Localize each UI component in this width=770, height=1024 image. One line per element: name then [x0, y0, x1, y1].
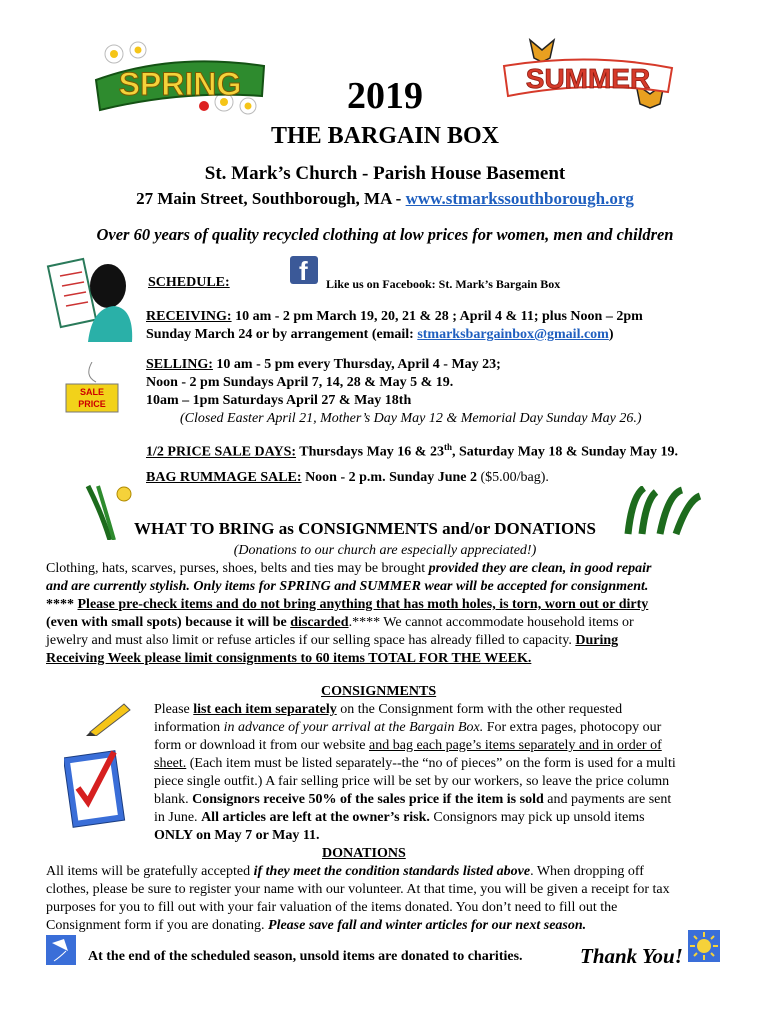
consign-sheet: sheet. — [154, 756, 187, 771]
consign-photocopy: For extra pages, photocopy our — [483, 720, 662, 735]
bring-condition: provided they are clean, in good repair — [428, 561, 652, 576]
bring-subheading: (Donations to our church are especially appreciated!) — [233, 543, 537, 558]
svg-text:PRICE: PRICE — [78, 399, 106, 409]
consign-text: Please — [154, 702, 194, 717]
consign-risk: All articles are left at the owner’s risk. — [201, 810, 430, 825]
consign-info: information — [154, 720, 224, 735]
consign-line-6 — [154, 791, 671, 809]
bring-precheck: Please pre-check items and do not bring anything that has moth holes, is torn, worn out or dirty — [77, 597, 649, 612]
consign-blank: blank. — [154, 792, 193, 807]
half-price-sup: th — [443, 442, 452, 452]
page-title: THE BARGAIN BOX — [270, 123, 500, 149]
bring-line-6: Receiving Week please limit consignments to 60 items TOTAL FOR THE WEEK. — [46, 651, 532, 666]
bring-discarded: discarded — [290, 615, 349, 630]
pencil-icon — [84, 700, 132, 736]
sale-price-tag-icon — [62, 362, 124, 414]
bring-line-1 — [46, 560, 651, 578]
donate-line-3: purposes for you to fill out with your fair valuation of the items donated. You don’t need to fill out the — [46, 900, 618, 915]
consign-50pct: Consignors receive 50% of the sales price if the item is sold — [192, 792, 544, 807]
consign-payments: and payments are sent — [543, 792, 672, 807]
bring-line-5 — [46, 632, 618, 650]
donate-line-1 — [46, 863, 644, 881]
consign-form: form or download it from our website — [154, 738, 370, 753]
consign-list-each: list each item separately — [193, 702, 337, 717]
selling-text: 10 am - 5 pm every Thursday, April 4 - May 23; — [212, 357, 501, 372]
receiving-paren: ) — [608, 327, 614, 342]
email-link[interactable]: stmarksbargainbox@gmail.com — [417, 327, 609, 342]
consignments-heading: CONSIGNMENTS — [321, 684, 437, 699]
bring-jewelry: jewelry and must also limit or refuse articles if our selling space has already filled to capacity. — [46, 633, 576, 648]
consign-advance: in advance of your arrival at the Bargain Box. — [223, 720, 484, 735]
consign-line-7 — [154, 809, 645, 827]
consign-june: in June. — [154, 810, 202, 825]
bring-household: .**** We cannot accommodate household items or — [348, 615, 634, 630]
consign-line-4 — [154, 755, 676, 773]
donate-line-4 — [46, 917, 586, 935]
svg-text:SUMMER: SUMMER — [525, 63, 651, 94]
clipboard-woman-illustration — [42, 256, 134, 342]
half-price-text-2: , Saturday May 18 & Sunday May 19. — [451, 444, 678, 460]
checklist-clipboard-icon — [64, 744, 128, 830]
bring-spots: (even with small spots) because it will be — [46, 615, 291, 630]
selling-line-1 — [146, 356, 501, 374]
facebook-text: Like us on Facebook: St. Mark’s Bargain Box — [326, 277, 561, 291]
selling-line-2: Noon - 2 pm Sundays April 7, 14, 28 & May 5 & 19. — [146, 375, 454, 390]
consign-pickup: Consignors may pick up unsold items — [429, 810, 645, 825]
bring-heading: WHAT TO BRING as CONSIGNMENTS and/or DONATIONS — [134, 519, 596, 538]
tagline: Over 60 years of quality recycled clothing at low prices for women, men and children — [96, 225, 674, 244]
half-price-text: Thursdays May 16 & 23 — [296, 444, 444, 460]
consign-line-3 — [154, 737, 662, 755]
bring-stars: **** — [46, 597, 78, 612]
svg-text:SALE: SALE — [79, 387, 105, 397]
location: St. Mark’s Church - Parish House Basement — [204, 163, 566, 184]
selling-closed: (Closed Easter April 21, Mother’s Day May 12 & Memorial Day Sunday May 26.) — [180, 411, 642, 426]
donate-line-2: clothes, please be sure to register your name with our volunteer. At that time, you will be given a receipt for tax — [46, 882, 670, 897]
bring-line-4 — [46, 614, 634, 632]
schedule-label: SCHEDULE: — [148, 275, 230, 290]
consign-line-2 — [154, 719, 661, 737]
website-link[interactable]: www.stmarkssouthborough.org — [405, 189, 634, 208]
svg-text:SPRING: SPRING — [118, 66, 242, 102]
consign-line-8: ONLY on May 7 or May 11. — [154, 828, 320, 843]
consign-line-5: piece single outfit.) A fair selling price will be set by our workers, so leave the price column — [154, 774, 670, 789]
selling-line-3: 10am – 1pm Saturdays April 27 & May 18th — [146, 393, 412, 408]
rummage-price: ($5.00/bag). — [477, 470, 549, 485]
donate-consignment: Consignment form if you are donating. — [46, 918, 269, 933]
rummage-label: BAG RUMMAGE SALE: — [146, 470, 302, 485]
receiving-text-2: Sunday March 24 or by arrangement (email: — [146, 327, 418, 342]
donate-dropping: . When dropping off — [530, 864, 644, 879]
consign-pieces: (Each item must be listed separately--the “no of pieces” on the form is used for a multi — [186, 756, 676, 771]
half-price-line — [146, 438, 678, 462]
consign-bag-each: and bag each page’s items separately and in order of — [369, 738, 662, 753]
consign-text-b: on the Consignment form with the other requested — [336, 702, 623, 717]
receiving-label: RECEIVING: — [146, 309, 232, 324]
receiving-line-2 — [146, 326, 614, 344]
receiving-text: 10 am - 2 pm March 19, 20, 21 & 28 ; April 4 & 11; plus Noon – 2pm — [231, 309, 643, 324]
half-price-label: 1/2 PRICE SALE DAYS: — [146, 444, 297, 460]
receiving-line-1 — [146, 308, 643, 326]
bring-during: During — [575, 633, 619, 648]
sun-icon — [688, 930, 720, 962]
kite-icon — [46, 935, 76, 965]
year: 2019 — [347, 75, 423, 117]
bring-text: Clothing, hats, scarves, purses, shoes, belts and ties may be brought — [46, 561, 429, 576]
address-text: 27 Main Street, Southborough, MA - — [136, 189, 406, 208]
rummage-line — [146, 469, 549, 487]
footer-note: At the end of the scheduled season, unsold items are donated to charities. — [88, 949, 523, 964]
daffodil-right-illustration — [624, 486, 704, 536]
facebook-icon[interactable]: f — [290, 256, 318, 284]
bring-line-2: and are currently stylish. Only items for SPRING and SUMMER wear will be accepted for consignment. — [46, 579, 649, 594]
bring-line-3 — [46, 596, 648, 614]
daffodil-left-illustration — [84, 484, 140, 540]
consign-line-1 — [154, 701, 622, 719]
selling-label: SELLING: — [146, 357, 213, 372]
donate-text: All items will be gratefully accepted — [46, 864, 254, 879]
donations-heading: DONATIONS — [322, 846, 406, 861]
donate-condition: if they meet the condition standards listed above — [253, 864, 531, 879]
rummage-time: Noon - 2 p.m. Sunday June 2 — [301, 470, 477, 485]
address-line — [0, 188, 770, 210]
donate-save: Please save fall and winter articles for our next season. — [268, 918, 587, 933]
thank-you: Thank You! — [580, 944, 683, 968]
